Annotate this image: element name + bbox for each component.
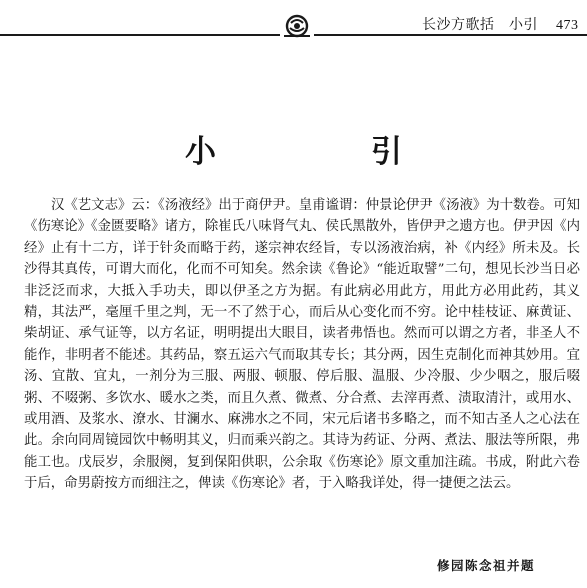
- publisher-logo-icon: [282, 14, 312, 40]
- running-head: [422, 14, 579, 34]
- running-header: [0, 0, 587, 44]
- author-signature: 修园陈念祖并题: [437, 558, 536, 573]
- section-title: 小 引: [185, 134, 464, 170]
- body-paragraph: 汉《艺文志》云：《汤液经》出于商伊尹。皇甫谧谓：仲景论伊尹《汤液》为十数卷。可知《伤寒论》《金匮要略》诸方，除崔氏八味肾气丸、侯氏黑散外，皆伊尹之遗方也。伊尹因《内经》止有十二方，详于针灸而略于药，遂宗神农经旨，专以汤液治病，补《内经》所未及。长沙得其真传，可谓大而化，化而不可知矣。然余读《鲁论》“能近取譬”二句，想见长沙当日必非泛泛而求，大抵入手功夫，即以伊圣之方为据。有此病必用此方，用此方必用此药，其义精，其法严，毫厘千里之判，无一不了然于心，而后从心变化而不穷。论中桂枝证、麻黄证、柴胡证、承气证等，以方名证，明明提出大眼目，读者弗悟也。然而可以谓之方者，非圣人不能作，非明者不能述。其药品，察五运六气而取其专长；其分两，因生克制化而神其妙用。宜汤、宜散、宜丸，一剂分为三服、两服、顿服、停后服、温服、少冷服、少少咽之，服后啜粥、不啜粥、多饮水、暖水之类，而且久煮、微煮、分合煮、去滓再煮、渍取清汁，或用水、或用酒、及浆水、潦水、甘澜水、麻沸水之不同，宋元后诸书多略之，而不知古圣人之心法在此。余向同周镜园饮中畅明其义，归而乘兴韵之。其诗为药证、分两、煮法、服法等所限，弗能工也。戊辰岁，余服阕，复到保阳供职，公余取《伤寒论》原文重加注疏。书成，附此六卷于后，命男蔚按方而细注之，俾读《伤寒论》者，于入略我详处，得一捷便之法云。: [24, 198, 580, 492]
- header-rule-right: [314, 34, 587, 36]
- header-rule-left: [0, 34, 280, 36]
- running-title: 长沙方歌括 小引: [422, 17, 538, 33]
- page-number: 473: [556, 18, 579, 33]
